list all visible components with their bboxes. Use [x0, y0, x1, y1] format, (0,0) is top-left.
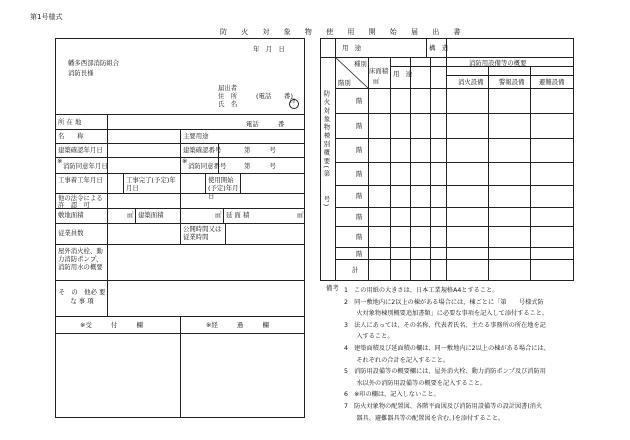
construction-end-label: 工事完了(予定)年月日	[126, 176, 176, 192]
note-item: 6 ※印の欄は、記入しないこと。	[344, 391, 440, 399]
note-item: 1 この用紙の大きさは、日本工業規格A4とすること。	[344, 287, 499, 294]
notes-label: 備考	[326, 284, 339, 292]
evac-header: 避難設備	[539, 78, 565, 86]
floor-row: 階	[356, 170, 363, 178]
employees-label: 従業員数	[58, 229, 84, 237]
floor-area-header: 床面積	[369, 67, 389, 75]
address-label: 住 所	[218, 92, 238, 100]
note-item: 器具、避難器具等の配置図を含む。)を添付すること。	[344, 414, 505, 422]
applicant-label: 届出者	[218, 84, 238, 92]
addressee-chief: 消防長様	[68, 69, 94, 77]
site-area-unit: ㎡	[127, 211, 134, 219]
building-area-label: 建築面積	[138, 211, 164, 219]
type-label: 種別	[354, 60, 367, 68]
note-item: 3 法人にあっては、その名称、代表者氏名、主たる事務所の所在地を記	[344, 321, 546, 329]
note-item: 2 同一敷地内に2以上の棟がある場合には、棟ごとに「第 号様式防	[344, 298, 544, 306]
floor-row: 階	[356, 250, 363, 258]
note-item: 火対象物棟別概要追加書類」に必要な事項を記入して添付すること。	[344, 310, 549, 318]
floor-row: 階	[356, 233, 363, 241]
fire-consent-no-label: 消防同意番号	[188, 162, 227, 170]
right-use-label: 用 途	[342, 44, 362, 52]
floor-label: 階別	[338, 79, 351, 87]
location-label: 所 在 地	[58, 118, 82, 126]
build-confirm-no-suffix: 第 号	[244, 146, 276, 154]
date-field[interactable]: 年 月 日	[253, 45, 285, 53]
floor-row: 階	[356, 146, 363, 154]
build-confirm-no-label: 建築確認番号	[183, 146, 222, 154]
floor-row: 階	[356, 192, 363, 200]
hydrant-label: 屋外消火栓、動力消防ポンプ、消防用水の概要	[58, 247, 103, 271]
alarm-header: 警報設備	[499, 78, 525, 86]
use-start-label: 使用開始(予定)年月日	[208, 176, 239, 200]
addressee-org: 幡多西部消防組合	[68, 59, 120, 67]
floor-area-unit: ㎡	[297, 211, 304, 219]
equipment-header: 消防用設備等の概要	[469, 59, 527, 67]
main-use-label: 主要用途	[183, 132, 209, 140]
site-area-label: 敷地面積	[58, 211, 84, 219]
notes-list	[344, 285, 624, 424]
name-row-label: 名 称	[58, 132, 84, 140]
hours-label: 公開時間又は従業時間	[183, 225, 222, 241]
progress-header: ※経 過 欄	[206, 321, 269, 329]
note-item: 7 防火対象物の配置図、各階平面図及び消防用設備等の設計図書(消火	[344, 402, 543, 410]
kome-mark-2: ※	[182, 157, 188, 165]
note-item: 4 建築面積及び延面積の欄は、同一敷地内に2以上の棟がある場合には、	[344, 344, 550, 352]
phone-suffix: 電話 番	[246, 120, 285, 128]
building-outline-label: 防火対象物棟別概要(第 号)	[322, 90, 331, 209]
fire-consent-no-suffix: 第 号	[244, 162, 276, 170]
construction-start-label: 工事着工年月日	[58, 176, 103, 184]
form-number: 第1号様式	[30, 13, 63, 21]
fire-ext-header: 消火設備	[458, 78, 484, 86]
phone-label: (電話 番)	[256, 92, 293, 100]
floor-area-header-unit: ㎡	[373, 77, 380, 85]
other-law-label: 他の法令による許 認 可	[58, 194, 103, 209]
floor-row: 階	[356, 213, 363, 221]
building-area-unit: ㎡	[215, 211, 222, 219]
note-item: 入すること。	[344, 333, 394, 341]
document-title: 防 火 対 象 物 使 用 開 始 届 出 書	[220, 28, 467, 36]
floor-area-label: 延 面 積	[226, 211, 250, 219]
other-items-label: そ の 他必 要 な 事 項	[58, 288, 106, 305]
receipt-header: ※受 付 欄	[80, 321, 143, 329]
right-structure-label: 構 造	[429, 44, 449, 52]
note-item: それぞれの合計を記入すること。	[344, 356, 450, 364]
total-row: 計	[352, 266, 359, 274]
note-item: 水以外の消防用設備等の概要を記入すること。	[344, 379, 487, 387]
use-header: 用 途	[393, 70, 413, 78]
floor-row: 階	[356, 97, 363, 105]
name-label: 氏 名	[218, 100, 238, 108]
fire-consent-date-label: 消防同意年月日	[63, 162, 108, 170]
kome-mark-1: ※	[57, 157, 63, 165]
seal-text: 印	[290, 99, 296, 105]
floor-row: 階	[356, 122, 363, 130]
build-confirm-date-label: 建築確認年月日	[58, 146, 103, 154]
note-item: 5 消防用設備等の概要欄には、屋外消火栓、動力消防ポンプ及び消防用	[344, 368, 546, 376]
